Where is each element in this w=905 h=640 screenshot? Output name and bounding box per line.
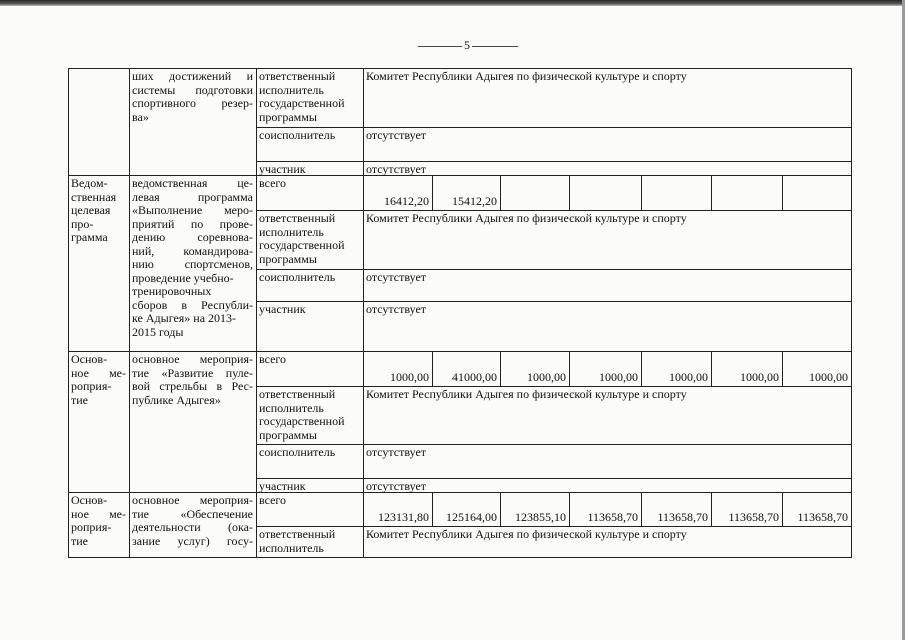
value-year-1: 16412,20	[384, 194, 429, 208]
responsible-value: Комитет Республики Адыгея по физической культуре и спорту	[366, 387, 687, 401]
program-name-cell	[129, 492, 256, 548]
type-line: про-	[71, 216, 94, 231]
label-line: исполнитель	[259, 224, 324, 239]
row-line	[256, 161, 852, 162]
col-line	[500, 175, 501, 210]
name-line: тие «Обеспечение	[132, 506, 253, 521]
type-line: роприя-	[71, 520, 112, 534]
value-year-7: 113658,70	[797, 510, 848, 524]
name-line: приятий по прове-	[132, 216, 253, 231]
name-line: тренировочных	[132, 284, 212, 298]
participant-label: участник	[259, 479, 306, 493]
name-line: тие «Развитие пуле-	[132, 365, 253, 380]
table-border-right	[851, 68, 852, 558]
name-line: ведомственная це-	[132, 176, 253, 190]
name-line: нию спортсменов,	[132, 257, 253, 271]
name-line: проведение учебно-	[132, 270, 234, 285]
responsible-label	[256, 386, 363, 442]
label-line: программы	[259, 251, 317, 266]
name-line: основное мероприя-	[132, 493, 253, 507]
row-line	[256, 127, 852, 128]
name-line: 2015 годы	[132, 324, 184, 339]
co-executor-value: отсутствует	[366, 270, 427, 284]
co-executor-label: соисполнитель	[259, 445, 336, 459]
row-line	[256, 444, 852, 445]
value-year-3: 1000,00	[527, 370, 566, 384]
co-executor-label: соисполнитель	[259, 128, 336, 142]
type-line: ное ме-	[71, 365, 126, 380]
label-line: государственной	[259, 238, 345, 252]
type-line: тие	[71, 533, 88, 548]
name-line: дению соревнова-	[132, 230, 253, 244]
label-line: исполнитель	[259, 540, 324, 555]
label-line: программы	[259, 109, 317, 124]
co-executor-label: соисполнитель	[259, 270, 336, 284]
name-line: спортивного резер-	[132, 96, 253, 110]
responsible-value: Комитет Республики Адыгея по физической культуре и спорту	[366, 527, 687, 541]
row-line	[256, 269, 852, 270]
responsible-label	[256, 210, 363, 266]
label-line: государственной	[259, 96, 345, 110]
label-line: программы	[259, 427, 317, 442]
value-year-4: 1000,00	[599, 370, 638, 384]
table-border-left	[68, 68, 69, 558]
name-line: зание услуг) госу-	[132, 533, 253, 548]
value-year-2: 125164,00	[446, 510, 497, 524]
label-line: исполнитель	[259, 82, 324, 97]
type-line: Основ-	[71, 493, 108, 507]
value-year-5: 1000,00	[669, 370, 708, 384]
program-name-cell	[129, 175, 256, 339]
responsible-label	[256, 68, 363, 124]
type-line: целевая	[71, 203, 111, 217]
page-number: 5	[464, 38, 470, 52]
table-border-bottom	[68, 557, 852, 558]
name-line: системы подготовки	[132, 82, 253, 97]
type-line: ное ме-	[71, 506, 126, 521]
name-line: сборов в Республи-	[132, 297, 253, 312]
participant-value: отсутствует	[366, 302, 427, 316]
co-executor-value: отсутствует	[366, 445, 427, 459]
program-name-cell	[129, 351, 256, 407]
participant-value: отсутствует	[366, 162, 427, 176]
responsible-label	[256, 526, 363, 555]
row-line	[256, 301, 852, 302]
label-line: исполнитель	[259, 400, 324, 415]
type-line: Основ-	[71, 352, 108, 366]
program-type-cell	[68, 175, 129, 245]
scan-top-edge	[0, 0, 905, 6]
name-line: левая программа	[132, 189, 253, 204]
col-line	[641, 175, 642, 210]
type-line: грамма	[71, 230, 108, 244]
type-line: роприя-	[71, 379, 112, 393]
value-year-7: 1000,00	[809, 370, 848, 384]
value-year-6: 113658,70	[728, 510, 779, 524]
name-line: «Выполнение меро-	[132, 203, 253, 217]
type-line: ственная	[71, 189, 117, 204]
name-line: деятельности (ока-	[132, 520, 253, 534]
value-year-3: 123855,10	[515, 510, 566, 524]
name-line: основное мероприя-	[132, 352, 253, 366]
col-line	[711, 175, 712, 210]
label-line: ответственный	[259, 527, 336, 541]
name-line: ших достижений и	[132, 69, 253, 83]
type-line: тие	[71, 392, 88, 407]
name-line: ва»	[132, 109, 149, 124]
row-line	[256, 478, 852, 479]
name-line: вой стрельбы в Рес-	[132, 379, 253, 393]
value-year-5: 113658,70	[657, 510, 708, 524]
total-label: всего	[259, 493, 287, 507]
label-line: ответственный	[259, 69, 336, 83]
name-line: публике Адыгея»	[132, 392, 221, 407]
total-label: всего	[259, 352, 287, 366]
page-number-rule-left	[418, 46, 462, 47]
page-number-rule-right	[472, 46, 518, 47]
program-name-cell	[129, 68, 256, 124]
name-line: ке Адыгея» на 2013-	[132, 311, 237, 325]
col-line	[782, 175, 783, 210]
col-line	[569, 175, 570, 210]
responsible-value: Комитет Республики Адыгея по физической культуре и спорту	[366, 69, 687, 83]
name-line: ний, командирова-	[132, 243, 253, 258]
value-year-2: 15412,20	[452, 194, 497, 208]
total-label: всего	[259, 176, 287, 190]
participant-value: отсутствует	[366, 479, 427, 493]
participant-label: участник	[259, 162, 306, 176]
label-line: ответственный	[259, 211, 336, 225]
program-type-cell	[68, 351, 129, 407]
program-type-cell	[68, 492, 129, 548]
co-executor-value: отсутствует	[366, 128, 427, 142]
value-year-1: 123131,80	[378, 510, 429, 524]
label-line: ответственный	[259, 387, 336, 401]
responsible-value: Комитет Республики Адыгея по физической культуре и спорту	[366, 211, 687, 225]
type-line: Ведом-	[71, 176, 108, 190]
page-number-block	[418, 38, 518, 54]
value-year-2: 41000,00	[452, 370, 497, 384]
value-year-6: 1000,00	[740, 370, 779, 384]
label-line: государственной	[259, 414, 345, 428]
participant-label: участник	[259, 302, 306, 316]
program-table	[68, 68, 852, 558]
value-year-1: 1000,00	[390, 370, 429, 384]
value-year-4: 113658,70	[587, 510, 638, 524]
